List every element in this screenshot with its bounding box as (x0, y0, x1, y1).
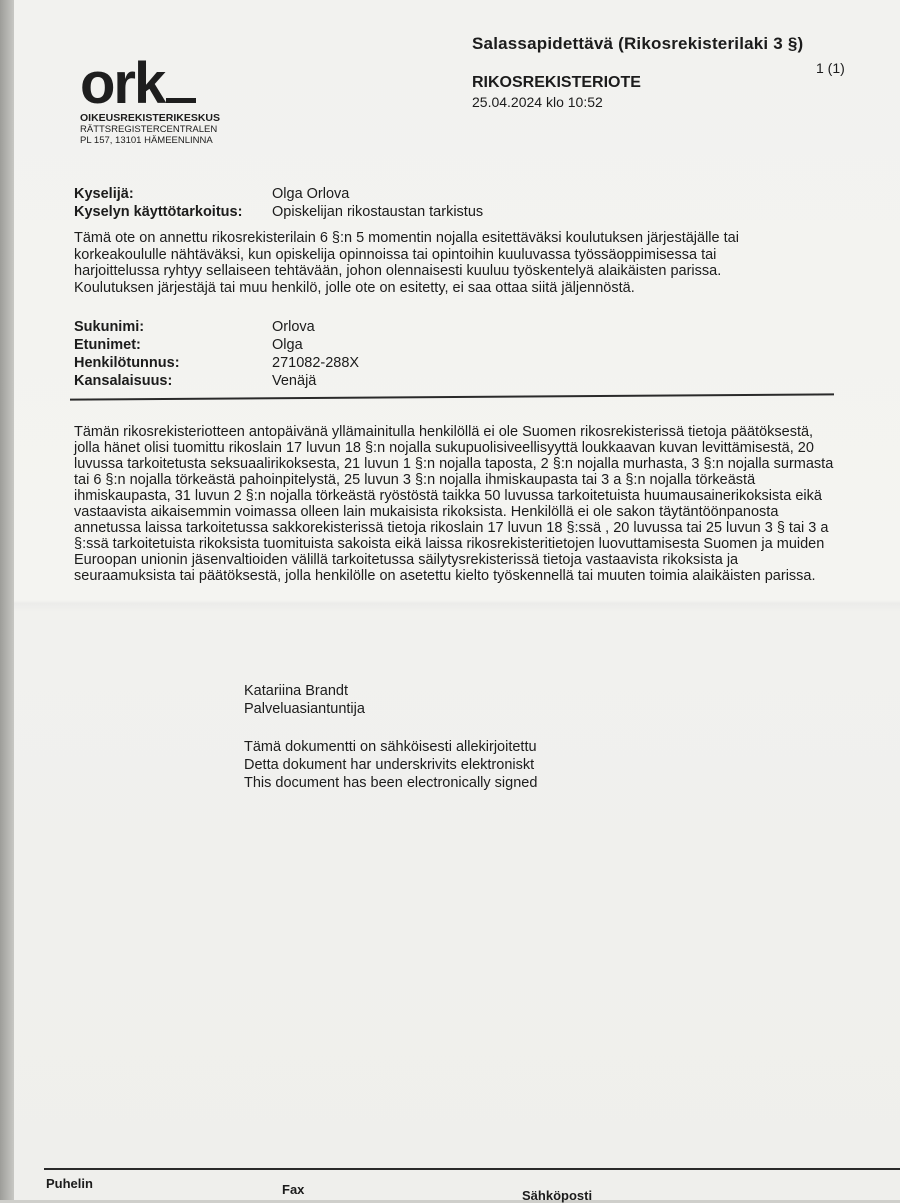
section-divider (70, 393, 834, 400)
firstnames-row (74, 336, 359, 354)
requester-label: Kyselijä: (74, 186, 134, 202)
surname-value: Orlova (272, 319, 315, 335)
confidentiality-notice: Salassapidettävä (Rikosrekisterilaki 3 §) (472, 34, 804, 53)
personal-id-row (74, 354, 359, 372)
footer-fax-label: Fax (282, 1182, 305, 1197)
logo-wordmark (80, 51, 220, 116)
page-number: 1 (1) (816, 60, 845, 76)
personal-id-value: 271082-288X (272, 355, 360, 371)
query-section (74, 185, 483, 221)
person-details (74, 318, 359, 390)
org-logo (80, 51, 221, 146)
esig-finnish: Tämä dokumentti on sähköisesti allekirjoitettu (244, 739, 537, 755)
document-sheet (14, 0, 900, 1203)
signatory-title: Palveluasiantuntija (244, 701, 365, 717)
electronic-signature-notice (244, 738, 537, 792)
issue-datetime: 25.04.2024 klo 10:52 (472, 94, 603, 110)
surname-label: Sukunimi: (74, 319, 145, 335)
esig-english: This document has been electronically signed (244, 775, 538, 791)
signatory-block (244, 682, 365, 718)
org-address: PL 157, 13101 HÄMEENLINNA (80, 135, 213, 146)
footer-divider (44, 1168, 900, 1170)
intro-paragraph: Tämä ote on annettu rikosrekisterilain 6 §:n 5 momentin nojalla esitettäväksi koulutuksen järjestäjälle tai korkeakoululle nähtäväksi, kun opiskelija opinnoissa tai opintoihin kuuluvassa työssäoppimisessa tai harjoittelussa ryhtyy sellaiseen tehtävään, johon olennaisesti kuuluu työskentelyä alaikäisten parissa. Koulutuksen järjestäjä tai muu henkilö, jolle ote on esitetty, ei saa ottaa siitä jäljennöstä. (74, 230, 739, 296)
citizenship-label: Kansalaisuus: (74, 373, 173, 389)
record-statement-paragraph: Tämän rikosrekisteriotteen antopäivänä yllämainitulla henkilöllä ei ole Suomen rikosrekisterissä tietoja päätöksestä, jolla hänet olisi tuomittu rikoslain 17 luvun 18 §:n nojalla sukupuolisiveellisyyttä loukkaavan kuvan levittämisestä, 20 luvussa tarkoitetusta seksuaalirikoksesta, 21 luvun 1 §:n nojalla taposta, 2 §:n nojalla murhasta, 3 §:n nojalla surmasta tai 6 §:n nojalla törkeästä pahoinpitelystä, 25 luvun 3 §:n nojalla ihmiskaupasta tai 3 a §:n nojalla törkeästä ihmiskaupasta, 31 luvun 2 §:n nojalla törkeästä ryöstöstä taikka 50 luvussa tarkoitetuista huumausainerikoksista eikä vastaavista aikaisemmin voimassa olleen lain mukaisista rikoksista. Henkilöllä ei ole sakon täytäntöönpanosta annetussa laissa tarkoitetussa sakkorekisterissä tietoja rikoslain 17 luvun 18 §:ssä , 20 luvussa tai 25 luvun 3 § tai 3 a §:ssä tarkoitetuista rikoksista tuomituista sakoista eikä laissa rikosrekisteritietojen luovuttamisesta Suomen ja muiden Euroopan unionin jäsenvaltioiden välillä tarkoitetussa säilytysrekisterissä tietoja vastaavista rikoksista ja seuraamuksista tai päätöksestä, jolla henkilölle on asetettu kielto työskennellä tai muuten toimia alaikäisten parissa. (74, 424, 834, 584)
requester-row (74, 185, 483, 203)
footer-email-label: Sähköposti (522, 1188, 593, 1203)
signatory-name: Katariina Brandt (244, 683, 348, 699)
esig-swedish: Detta dokument har underskrivits elektroniskt (244, 757, 535, 773)
scan-edge-shadow (0, 0, 14, 1200)
citizenship-row (74, 372, 359, 390)
logo-wordmark-text: ork (80, 51, 165, 116)
firstnames-value: Olga (272, 337, 303, 353)
footer-phone-label: Puhelin (46, 1176, 93, 1191)
org-name-sv: RÄTTSREGISTERCENTRALEN (80, 124, 218, 135)
purpose-value: Opiskelijan rikostaustan tarkistus (272, 204, 484, 220)
purpose-row (74, 203, 483, 221)
personal-id-label: Henkilötunnus: (74, 355, 180, 371)
document-type-title: RIKOSREKISTERIOTE (472, 74, 641, 91)
surname-row (74, 318, 359, 336)
purpose-label: Kyselyn käyttötarkoitus: (74, 204, 243, 220)
logo-underscore-bar (166, 98, 196, 103)
requester-value: Olga Orlova (272, 186, 350, 202)
org-name-fi: OIKEUSREKISTERIKESKUS (80, 112, 221, 124)
citizenship-value: Venäjä (272, 373, 317, 389)
firstnames-label: Etunimet: (74, 337, 141, 353)
